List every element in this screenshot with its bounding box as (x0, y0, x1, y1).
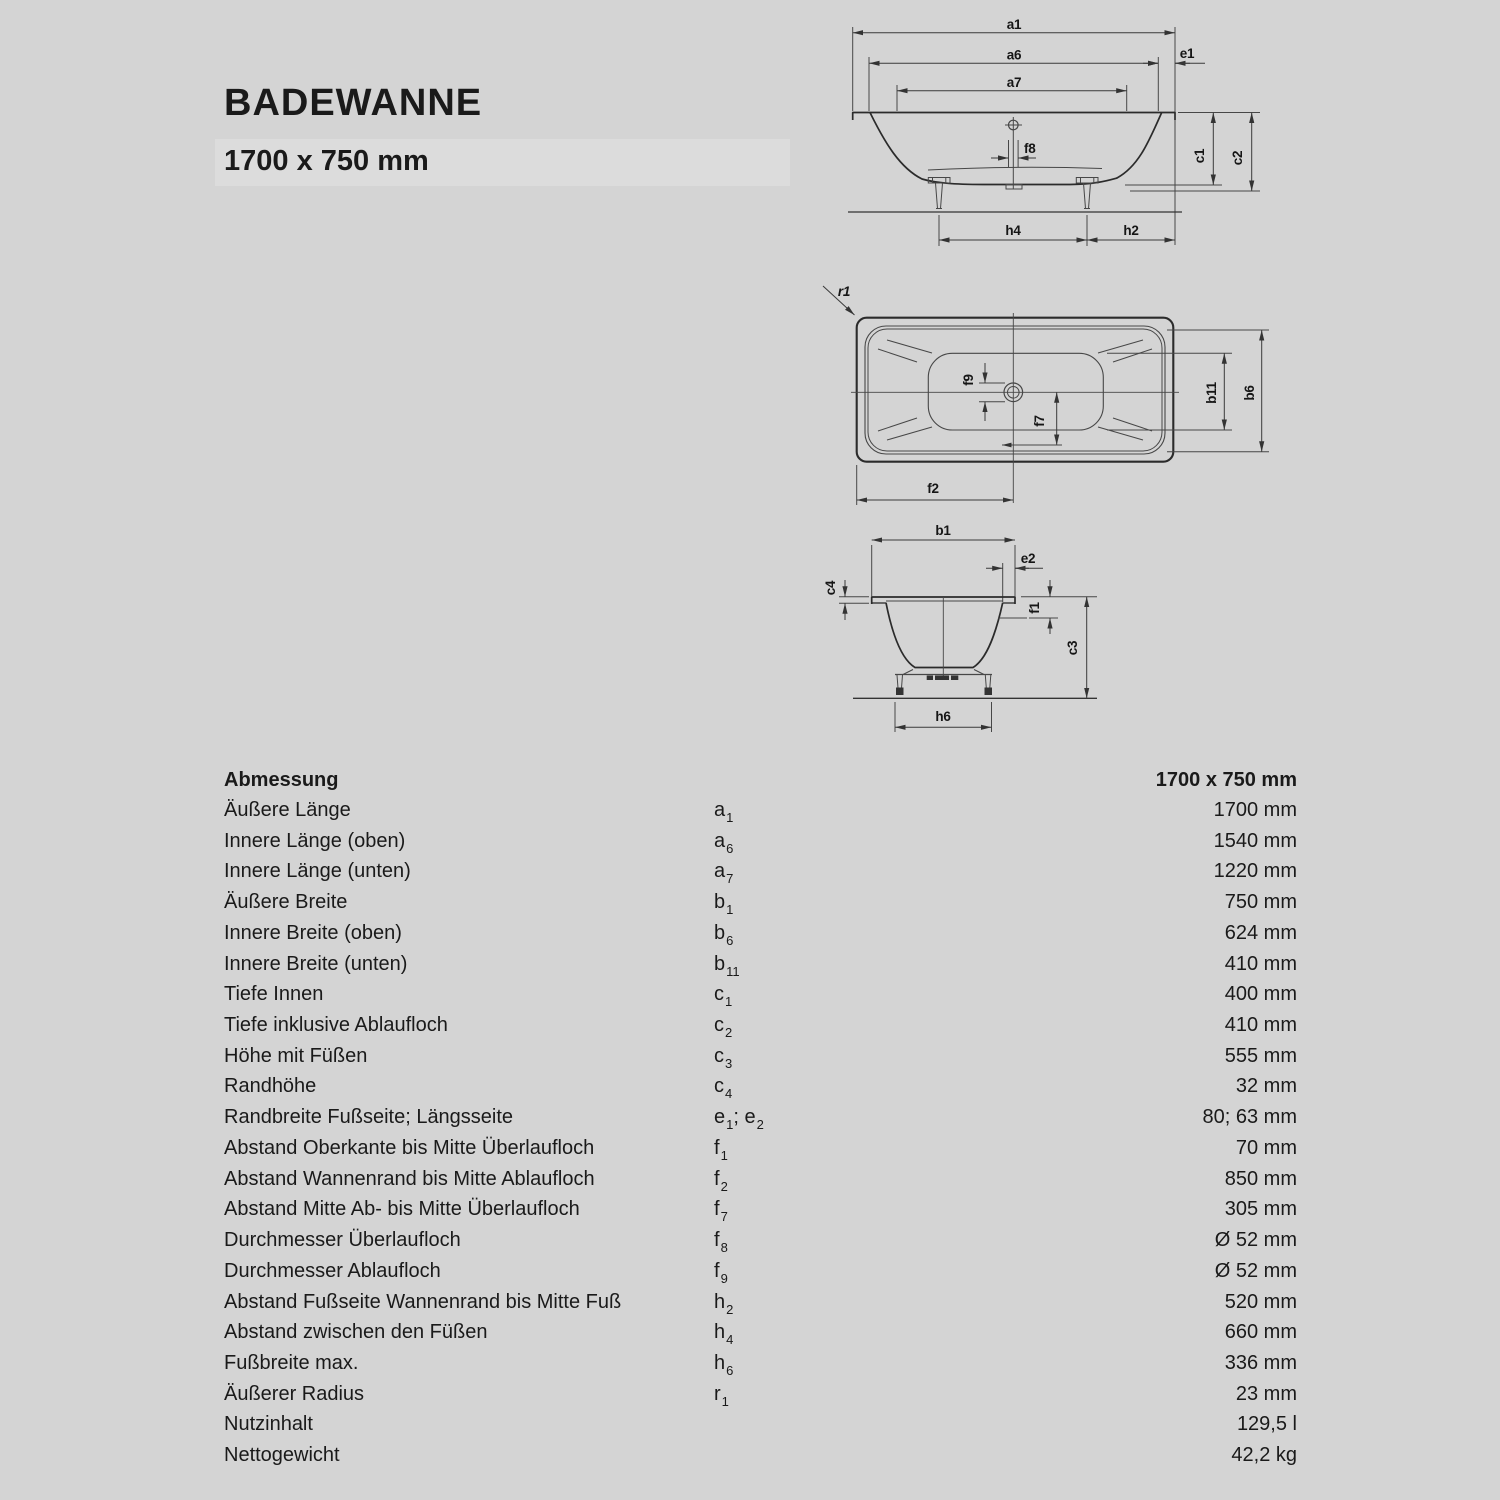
dim-label-b1: b1 (935, 523, 951, 538)
row-value: 305 mm (1224, 1198, 1297, 1221)
table-row (224, 1256, 1297, 1287)
row-symbol: $c_1$ (714, 983, 733, 1010)
row-label: Innere Breite (unten) (224, 952, 408, 975)
row-value: Ø 52 mm (1214, 1259, 1297, 1282)
table-row (224, 1287, 1297, 1318)
row-symbol: $a_1$ (714, 799, 734, 825)
page-subtitle: 1700 x 750 mm (224, 145, 429, 177)
dimension-table (224, 765, 1297, 1471)
row-symbol: $a_6$ (714, 829, 734, 856)
row-symbol: $b_6$ (714, 921, 734, 948)
dim-label-f7: f7 (1032, 415, 1047, 427)
row-value: 1220 mm (1213, 860, 1297, 883)
table-row (224, 1164, 1297, 1195)
row-label: Innere Breite (oben) (224, 921, 402, 944)
row-symbol: $c_4$ (714, 1075, 733, 1102)
dim-label-b11: b11 (1204, 382, 1219, 404)
table-row (224, 887, 1297, 918)
row-label: Tiefe Innen (224, 983, 324, 1006)
table-row (224, 1102, 1297, 1133)
dim-label-h4: h4 (1005, 223, 1021, 238)
table-header-value: 1700 x 750 mm (1155, 769, 1297, 791)
row-symbol: $c_3$ (714, 1044, 733, 1071)
row-label: Randbreite Fußseite; Längsseite (224, 1106, 514, 1129)
dim-label-c1: c1 (1192, 148, 1207, 164)
row-label: Abstand Oberkante bis Mitte Überlaufloch (224, 1136, 595, 1159)
row-symbol: $e_1$; $e_2$ (714, 1106, 764, 1133)
row-symbol: $b_{11}$ (714, 952, 740, 979)
table-row (224, 1348, 1297, 1379)
row-value: Ø 52 mm (1214, 1229, 1297, 1252)
table-row (224, 918, 1297, 949)
row-label: Äußere Länge (224, 799, 351, 821)
dim-label-e1: e1 (1179, 46, 1195, 61)
table-row (224, 1409, 1297, 1440)
row-symbol: $a_7$ (714, 860, 734, 887)
row-label: Randhöhe (224, 1075, 317, 1098)
row-label: Abstand Mitte Ab- bis Mitte Überlaufloch (224, 1198, 580, 1221)
row-label: Abstand zwischen den Füßen (224, 1321, 488, 1344)
row-label: Nutzinhalt (224, 1413, 313, 1436)
table-row (224, 1194, 1297, 1225)
row-symbol: $f_7$ (714, 1198, 728, 1225)
table-row (224, 949, 1297, 980)
table-row (224, 826, 1297, 857)
row-label: Höhe mit Füßen (224, 1044, 368, 1067)
end-view-drawing (815, 518, 1135, 753)
row-value: 80; 63 mm (1202, 1106, 1297, 1129)
dim-label-h2: h2 (1123, 223, 1139, 238)
row-label: Abstand Fußseite Wannenrand bis Mitte Fuß (224, 1290, 622, 1313)
dim-label-e2: e2 (1020, 551, 1036, 566)
row-symbol: $c_2$ (714, 1014, 733, 1041)
row-value: 1540 mm (1213, 829, 1297, 852)
row-symbol: $h_6$ (714, 1351, 734, 1378)
row-value: 400 mm (1224, 983, 1297, 1006)
row-symbol: $f_9$ (714, 1259, 728, 1286)
dim-label-f2: f2 (927, 481, 939, 496)
table-header-label: Abmessung (224, 769, 339, 791)
side-view-drawing (840, 10, 1280, 255)
row-value: 129,5 l (1236, 1413, 1297, 1436)
page-title: BADEWANNE (224, 82, 483, 124)
row-label: Fußbreite max. (224, 1351, 359, 1374)
row-label: Abstand Wannenrand bis Mitte Ablaufloch (224, 1167, 595, 1190)
row-symbol: $b_1$ (714, 891, 734, 918)
dim-label-f8: f8 (1024, 141, 1036, 156)
dim-label-a1: a1 (1006, 17, 1022, 32)
row-value: 1700 mm (1213, 799, 1297, 821)
dim-label-h6: h6 (935, 709, 951, 724)
dim-label-c2: c2 (1230, 150, 1245, 166)
row-label: Innere Länge (oben) (224, 829, 406, 852)
row-symbol: $r_1$ (714, 1382, 729, 1409)
table-row (224, 1317, 1297, 1348)
row-value: 42,2 kg (1231, 1444, 1297, 1467)
row-symbol: $h_2$ (714, 1290, 734, 1317)
table-row (224, 1133, 1297, 1164)
dim-label-f1: f1 (1027, 602, 1042, 614)
row-label: Durchmesser Überlaufloch (224, 1229, 461, 1252)
table-header-row (224, 765, 1297, 795)
row-value: 850 mm (1224, 1167, 1297, 1190)
table-row (224, 795, 1297, 826)
dim-label-c3: c3 (1065, 640, 1080, 656)
dim-label-b6: b6 (1242, 385, 1257, 401)
row-value: 336 mm (1224, 1351, 1297, 1374)
row-symbol: $f_2$ (714, 1167, 728, 1194)
row-value: 750 mm (1224, 891, 1297, 914)
row-value: 23 mm (1235, 1382, 1297, 1405)
row-label: Tiefe inklusive Ablaufloch (224, 1014, 448, 1037)
table-rows (224, 795, 1297, 1471)
row-symbol: $f_1$ (714, 1136, 728, 1163)
row-value: 32 mm (1235, 1075, 1297, 1098)
table-row (224, 1225, 1297, 1256)
table-row (224, 856, 1297, 887)
row-label: Nettogewicht (224, 1444, 340, 1467)
row-value: 70 mm (1235, 1136, 1297, 1159)
table-row (224, 1440, 1297, 1471)
top-view-drawing (815, 283, 1275, 513)
dim-label-f9: f9 (961, 374, 976, 386)
row-label: Innere Länge (unten) (224, 860, 411, 883)
row-value: 660 mm (1224, 1321, 1297, 1344)
row-value: 410 mm (1224, 952, 1297, 975)
dim-label-a7: a7 (1006, 75, 1022, 90)
table-row (224, 1010, 1297, 1041)
dim-label-a6: a6 (1006, 47, 1022, 63)
row-symbol: $h_4$ (714, 1321, 734, 1348)
table-row (224, 1041, 1297, 1072)
row-label: Durchmesser Ablaufloch (224, 1259, 441, 1282)
row-value: 555 mm (1224, 1044, 1297, 1067)
row-value: 410 mm (1224, 1014, 1297, 1037)
table-row (224, 1071, 1297, 1102)
table-row (224, 1379, 1297, 1410)
row-label: Äußerer Radius (224, 1382, 365, 1405)
table-row (224, 979, 1297, 1010)
row-value: 520 mm (1224, 1290, 1297, 1313)
dim-label-r1: r1 (837, 284, 851, 299)
row-symbol: $f_8$ (714, 1229, 728, 1256)
dim-label-c4: c4 (823, 580, 838, 596)
row-label: Äußere Breite (224, 891, 348, 914)
row-value: 624 mm (1224, 921, 1297, 944)
